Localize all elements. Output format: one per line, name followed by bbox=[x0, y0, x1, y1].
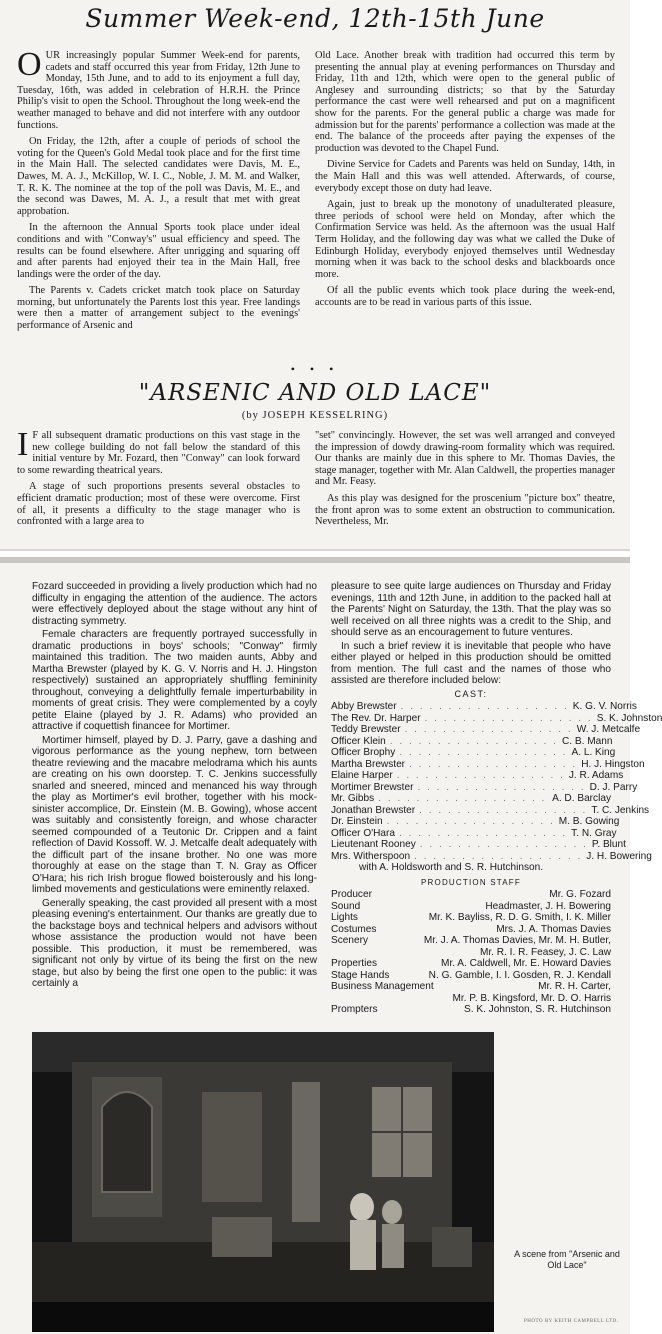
staff-role: Sound bbox=[331, 900, 361, 912]
review-continued-left-column bbox=[32, 581, 317, 992]
dot-leader: . . . . . . . . . . . . . . . . . . bbox=[399, 827, 568, 839]
review-paragraph: pleasure to see quite large audiences on Thursday and Friday evenings, 11th and 12th June, in addition to the packed hall at the Parents' Night on Saturday, the 13th. That the play was so well received on all three nights was a credit to the Ship, and should serve as an encouragement to future ventures. bbox=[331, 581, 611, 638]
article-left-column bbox=[17, 46, 300, 337]
review-paragraph: Female characters are frequently portrayed successfully in dramatic productions in boys' schools; "Conway" firmly maintained this tradition. The two maiden aunts, Abby and Martha Brewster (played by K. G. V. Norris and H. J. Hingston respectively) sustained an appropriately shuffling femininity throughout, conveying a delightfully female imperturbability in moments of great crisis. They were complemented by a coyly petite Elaine (played by J. R. Adams) who provided an attractive if coquettish financee for Mortimer. bbox=[32, 629, 317, 732]
dot-leader: . . . . . . . . . . . . . . . . . . bbox=[419, 839, 588, 850]
cast-row bbox=[331, 701, 637, 713]
article-title: Summer Week-end, 12th-15th June bbox=[85, 4, 545, 33]
review-paragraph: Mortimer himself, played by D. J. Parry, gave a dashing and vigorous performance as the young nephew, torn between theatre reviewing and the macabre melodrama which his aunts are creating on his own doorstep. T. C. Jenkins successfully snarled and sneered, minced and menanced his way through the play as Mortimer's evil brother, together with his mock-sinister accomplice, Dr. Einstein (M. B. Gowing), whose accent was suitably and consistently foreign, and whose character seemed compounded of a Teutonic Dr. Crippen and a faint reflection of David Kossoff. W. J. Metcalfe dealt adequately with the difficult part of the insane brother. No one was more thoroughly at ease on the stage than T. N. Gray as Officer O'Hara; his rich Irish brogue flowed boisterously and his long-limbed movements and gesticulations were eminently relaxed. bbox=[32, 734, 317, 895]
cast-actor: D. J. Parry bbox=[589, 781, 638, 793]
photo-credit: PHOTO BY KEITH CAMPBELL LTD. bbox=[524, 1319, 619, 1324]
cast-row bbox=[331, 850, 652, 863]
cast-row bbox=[331, 804, 650, 817]
staff-names: Mr. K. Bayliss, R. D. G. Smith, I. K. Miller bbox=[428, 912, 611, 923]
cast-actor: M. B. Gowing bbox=[558, 816, 620, 827]
review-title: "ARSENIC AND OLD LACE" bbox=[138, 380, 492, 406]
dot-leader: . . . . . . . . . . . . . . . . . . bbox=[399, 747, 568, 758]
cast-note: with A. Holdsworth and S. R. Hutchinson. bbox=[359, 862, 544, 873]
drop-cap: O bbox=[17, 46, 42, 83]
cast-row bbox=[331, 712, 662, 725]
dot-leader: . . . . . . . . . . . . . . . . . . bbox=[386, 816, 555, 827]
cast-role: Officer Klein bbox=[331, 735, 386, 747]
cast-row bbox=[331, 793, 611, 805]
staff-role: Costumes bbox=[331, 923, 377, 935]
cast-role: Mr. Gibbs bbox=[331, 793, 375, 804]
staff-names: Mr. R. H. Carter, bbox=[538, 981, 611, 992]
cast-row bbox=[331, 758, 645, 771]
review-paragraph: As this play was designed for the proscenium "picture box" theatre, the front apron was to some extent an obstruction to communication. Nevertheless, Mr. bbox=[315, 492, 615, 528]
review-author: (by JOSEPH KESSELRING) bbox=[241, 410, 389, 421]
staff-row bbox=[331, 947, 611, 959]
dot-leader: . . . . . . . . . . . . . . . . . . bbox=[414, 850, 583, 862]
staff-names: Headmaster, J. H. Bowering bbox=[485, 900, 611, 912]
article-paragraph: Again, just to break up the monotony of unadulterated pleasure, three periods of school were held on Monday, after which the Confirmation Service was held. As the afternoon was the usual Half Term Holiday, and the following day was what we called the Duke of Edinburgh Holiday, everybody enjoyed themselves until Wednesday morning when it was back to the school desks and blackboards once more. bbox=[315, 199, 615, 280]
review-paragraph: Fozard succeeded in providing a lively production which had no difficulty in engaging the attention of the audience. The actors were effectively deployed about the stage without any hint of distracting symmetry. bbox=[32, 581, 317, 627]
review-left-column bbox=[17, 426, 300, 533]
staff-row bbox=[331, 970, 611, 982]
cast-role: Abby Brewster bbox=[331, 701, 397, 712]
cast-actor: S. K. Johnston bbox=[596, 712, 662, 724]
production-staff-list bbox=[331, 889, 611, 1016]
dot-leader: . . . . . . . . . . . . . . . . . . bbox=[396, 770, 565, 781]
staff-row bbox=[331, 981, 611, 993]
staff-role: Business Management bbox=[331, 981, 434, 992]
article-paragraph: OUR increasingly popular Summer Week-end for parents, cadets and staff occurred this year from Friday, 12th June to Monday, 15th June, and to add to its enjoyment a full day, Tuesday, 16th, was added in celebration of H.R.H. the Prince Philip's visit to open the School. Throughout the long week-end the weather managed to behave and did not interfere with any outdoor functions. bbox=[17, 46, 300, 131]
staff-row bbox=[331, 901, 611, 913]
cast-actor: C. B. Mann bbox=[561, 735, 613, 747]
cast-row bbox=[331, 839, 626, 851]
dot-leader: . . . . . . . . . . . . . . . . . . bbox=[389, 735, 558, 747]
article-paragraph: In the afternoon the Annual Sports took place under ideal conditions and with "Conway's" usual efficiency and speed. The results can be found elsewhere. After unrigging and squaring off and after parents had enjoyed their tea in the Main Hall, free landings were the order of the day. bbox=[17, 222, 300, 280]
cast-actor: A. D. Barclay bbox=[552, 793, 611, 804]
magazine-page-2 bbox=[0, 557, 662, 1334]
staff-names: Mr. J. A. Thomas Davies, Mr. M. H. Butler, bbox=[423, 935, 611, 946]
cast-row bbox=[331, 816, 620, 828]
staff-role: Prompters bbox=[331, 1004, 378, 1015]
cast-role: Mrs. Witherspoon bbox=[331, 850, 411, 862]
magazine-page-1 bbox=[0, 0, 630, 551]
cast-role: Elaine Harper bbox=[331, 770, 393, 781]
dot-leader: . . . . . . . . . . . . . . . . . . bbox=[409, 758, 578, 770]
staff-role: Stage Hands bbox=[331, 969, 390, 981]
dot-leader: . . . . . . . . . . . . . . . . . . bbox=[417, 781, 586, 793]
dot-leader: . . . . . . . . . . . . . . . . . . bbox=[400, 701, 569, 712]
cast-role: Martha Brewster bbox=[331, 758, 406, 770]
cast-role: Officer Brophy bbox=[331, 747, 396, 758]
cast-role: Mortimer Brewster bbox=[331, 781, 414, 793]
article-paragraph: Divine Service for Cadets and Parents was held on Sunday, 14th, in the Main Hall and this was well attended. Afterwards, of course, everybody except those on duty had leave. bbox=[315, 159, 615, 194]
dot-leader: . . . . . . . . . . . . . . . . . . bbox=[378, 793, 547, 804]
cast-row bbox=[331, 736, 611, 748]
review-paragraph: I F all subsequent dramatic productions on this vast stage in the new college building do not fall below the standard of this initial venture by Mr. Fozard, then "Conway" can look forward to some rewarding theatrical years. bbox=[17, 426, 300, 476]
article-paragraph: The Parents v. Cadets cricket match took place on Saturday morning, but unfortunately the Parents lost this year. Free landings were then a matter of arrangement subject to the evenings' performance of Arsenic and bbox=[17, 285, 300, 332]
cast-list bbox=[331, 701, 662, 862]
staff-row bbox=[331, 958, 611, 970]
review-paragraph: In such a brief review it is inevitable that people who have either played or helped in this production should be omitted from mention. The full cast and the names of those who assisted are therefore included below: bbox=[331, 640, 611, 686]
staff-row bbox=[331, 1004, 611, 1016]
review-paragraph: A stage of such proportions presents several obstacles to efficient dramatic production; most of these were overcome. First of all, it presents a difficulty to the stage manager who is confronted with a large area to bbox=[17, 481, 300, 528]
cast-actor: T. C. Jenkins bbox=[591, 804, 650, 816]
staff-role: Scenery bbox=[331, 935, 369, 946]
staff-row bbox=[331, 889, 611, 901]
staff-names: Mr. R. I. R. Feasey, J. C. Law bbox=[479, 946, 611, 958]
cast-role: Lieutenant Rooney bbox=[331, 839, 416, 850]
cast-row bbox=[331, 724, 641, 736]
article-paragraph: On Friday, the 12th, after a couple of periods of school the voting for the Queen's Gold Medal took place and for the first time in the Main Hall. The selected candidates were Davis, M. E., Dawes, M. A. J., McKillop, W. I. C., Noble, J. M. M. and Walker, T. R. K. The nominee at the top of the poll was Davis, M. E., and the second was Dawes, M. A. J., a result that met with great approbation. bbox=[17, 136, 300, 217]
stage-scene-photo bbox=[32, 1032, 494, 1332]
staff-row bbox=[331, 924, 611, 936]
photo-caption: A scene from "Arsenic and Old Lace" bbox=[514, 1249, 620, 1270]
drop-cap: I bbox=[17, 426, 29, 463]
review-paragraph: Generally speaking, the cast provided all present with a most pleasing evening's entertainment. Our thanks are greatly due to the backstage boys and technical helpers and advisors without whose assistance the production would not have been possible. This production, it must be remembered, was significant not only by virtue of its being the first on the new stage, but also by being the first one open to the public: it was certainly a bbox=[32, 897, 317, 989]
cast-actor: T. N. Gray bbox=[571, 827, 617, 839]
cast-actor: K. G. V. Norris bbox=[572, 701, 637, 712]
article-paragraph: Old Lace. Another break with tradition had occurred this term by presenting the annual play at evening performances on Thursday and Friday, 11th and 12th, which were open to the general public of Anglesey and surrounding districts; so that by the Saturday performance the cast were well rehearsed and put on a magnificent show for the parents. For the general public a charge was made for admission but for the parents' performance a collection was made at the end. The balance of the proceeds after paying the expenses of the production was devoted to the Chapel Fund. bbox=[315, 50, 615, 154]
section-divider: • • • bbox=[290, 362, 340, 376]
cast-row bbox=[331, 781, 638, 794]
staff-row bbox=[331, 935, 611, 947]
staff-row bbox=[331, 993, 611, 1005]
cast-actor: A. L. King bbox=[571, 747, 616, 758]
production-staff-heading: PRODUCTION STAFF bbox=[421, 877, 521, 887]
staff-role: Producer bbox=[331, 889, 372, 900]
staff-names: Mrs. J. A. Thomas Davies bbox=[496, 923, 611, 935]
staff-names: Mr. A. Caldwell, Mr. E. Howard Davies bbox=[441, 958, 611, 969]
cast-role: Dr. Einstein bbox=[331, 816, 383, 827]
cast-row bbox=[331, 770, 624, 782]
article-paragraph: Of all the public events which took place during the week-end, accounts are to be read in various parts of this issue. bbox=[315, 285, 615, 308]
cast-actor: P. Blunt bbox=[591, 839, 626, 850]
cast-actor: W. J. Metcalfe bbox=[576, 724, 641, 735]
staff-names: N. G. Gamble, I. I. Gosden, R. J. Kendall bbox=[428, 969, 611, 981]
cast-role: Officer O'Hara bbox=[331, 827, 396, 839]
review-paragraph: "set" convincingly. However, the set was well arranged and conveyed the impression of dowdy drawing-room formality which was required. Our thanks are mainly due in this sphere to Mr. Thomas Davies, the stage manager, together with Mr. Alan Caldwell, the properties manager and Mr. Feasy. bbox=[315, 430, 615, 488]
cast-actor: H. J. Hingston bbox=[581, 758, 645, 770]
cast-heading: CAST: bbox=[454, 688, 488, 699]
dot-leader: . . . . . . . . . . . . . . . . . . bbox=[404, 724, 573, 735]
review-right-column bbox=[315, 430, 615, 533]
staff-names: Mr. P. B. Kingsford, Mr. D. O. Harris bbox=[452, 992, 611, 1004]
cast-role: Jonathan Brewster bbox=[331, 804, 416, 816]
cast-actor: J. R. Adams bbox=[568, 770, 624, 781]
cast-role: The Rev. Dr. Harper bbox=[331, 712, 421, 724]
cast-actor: J. H. Bowering bbox=[586, 850, 652, 862]
review-continued-right-column bbox=[331, 581, 662, 1016]
dot-leader: . . . . . . . . . . . . . . . . . . bbox=[419, 804, 588, 816]
staff-names: Mr. G. Fozard bbox=[549, 889, 611, 900]
staff-names: S. K. Johnston, S. R. Hutchinson bbox=[464, 1004, 611, 1015]
staff-role: Lights bbox=[331, 912, 358, 923]
staff-row bbox=[331, 912, 611, 924]
stage-scene-image bbox=[32, 1032, 494, 1332]
staff-role: Properties bbox=[331, 958, 378, 969]
cast-row bbox=[331, 827, 617, 840]
dot-leader: . . . . . . . . . . . . . . . . . . bbox=[424, 712, 593, 724]
cast-row bbox=[331, 747, 616, 759]
article-right-column bbox=[315, 50, 615, 313]
cast-role: Teddy Brewster bbox=[331, 724, 401, 735]
